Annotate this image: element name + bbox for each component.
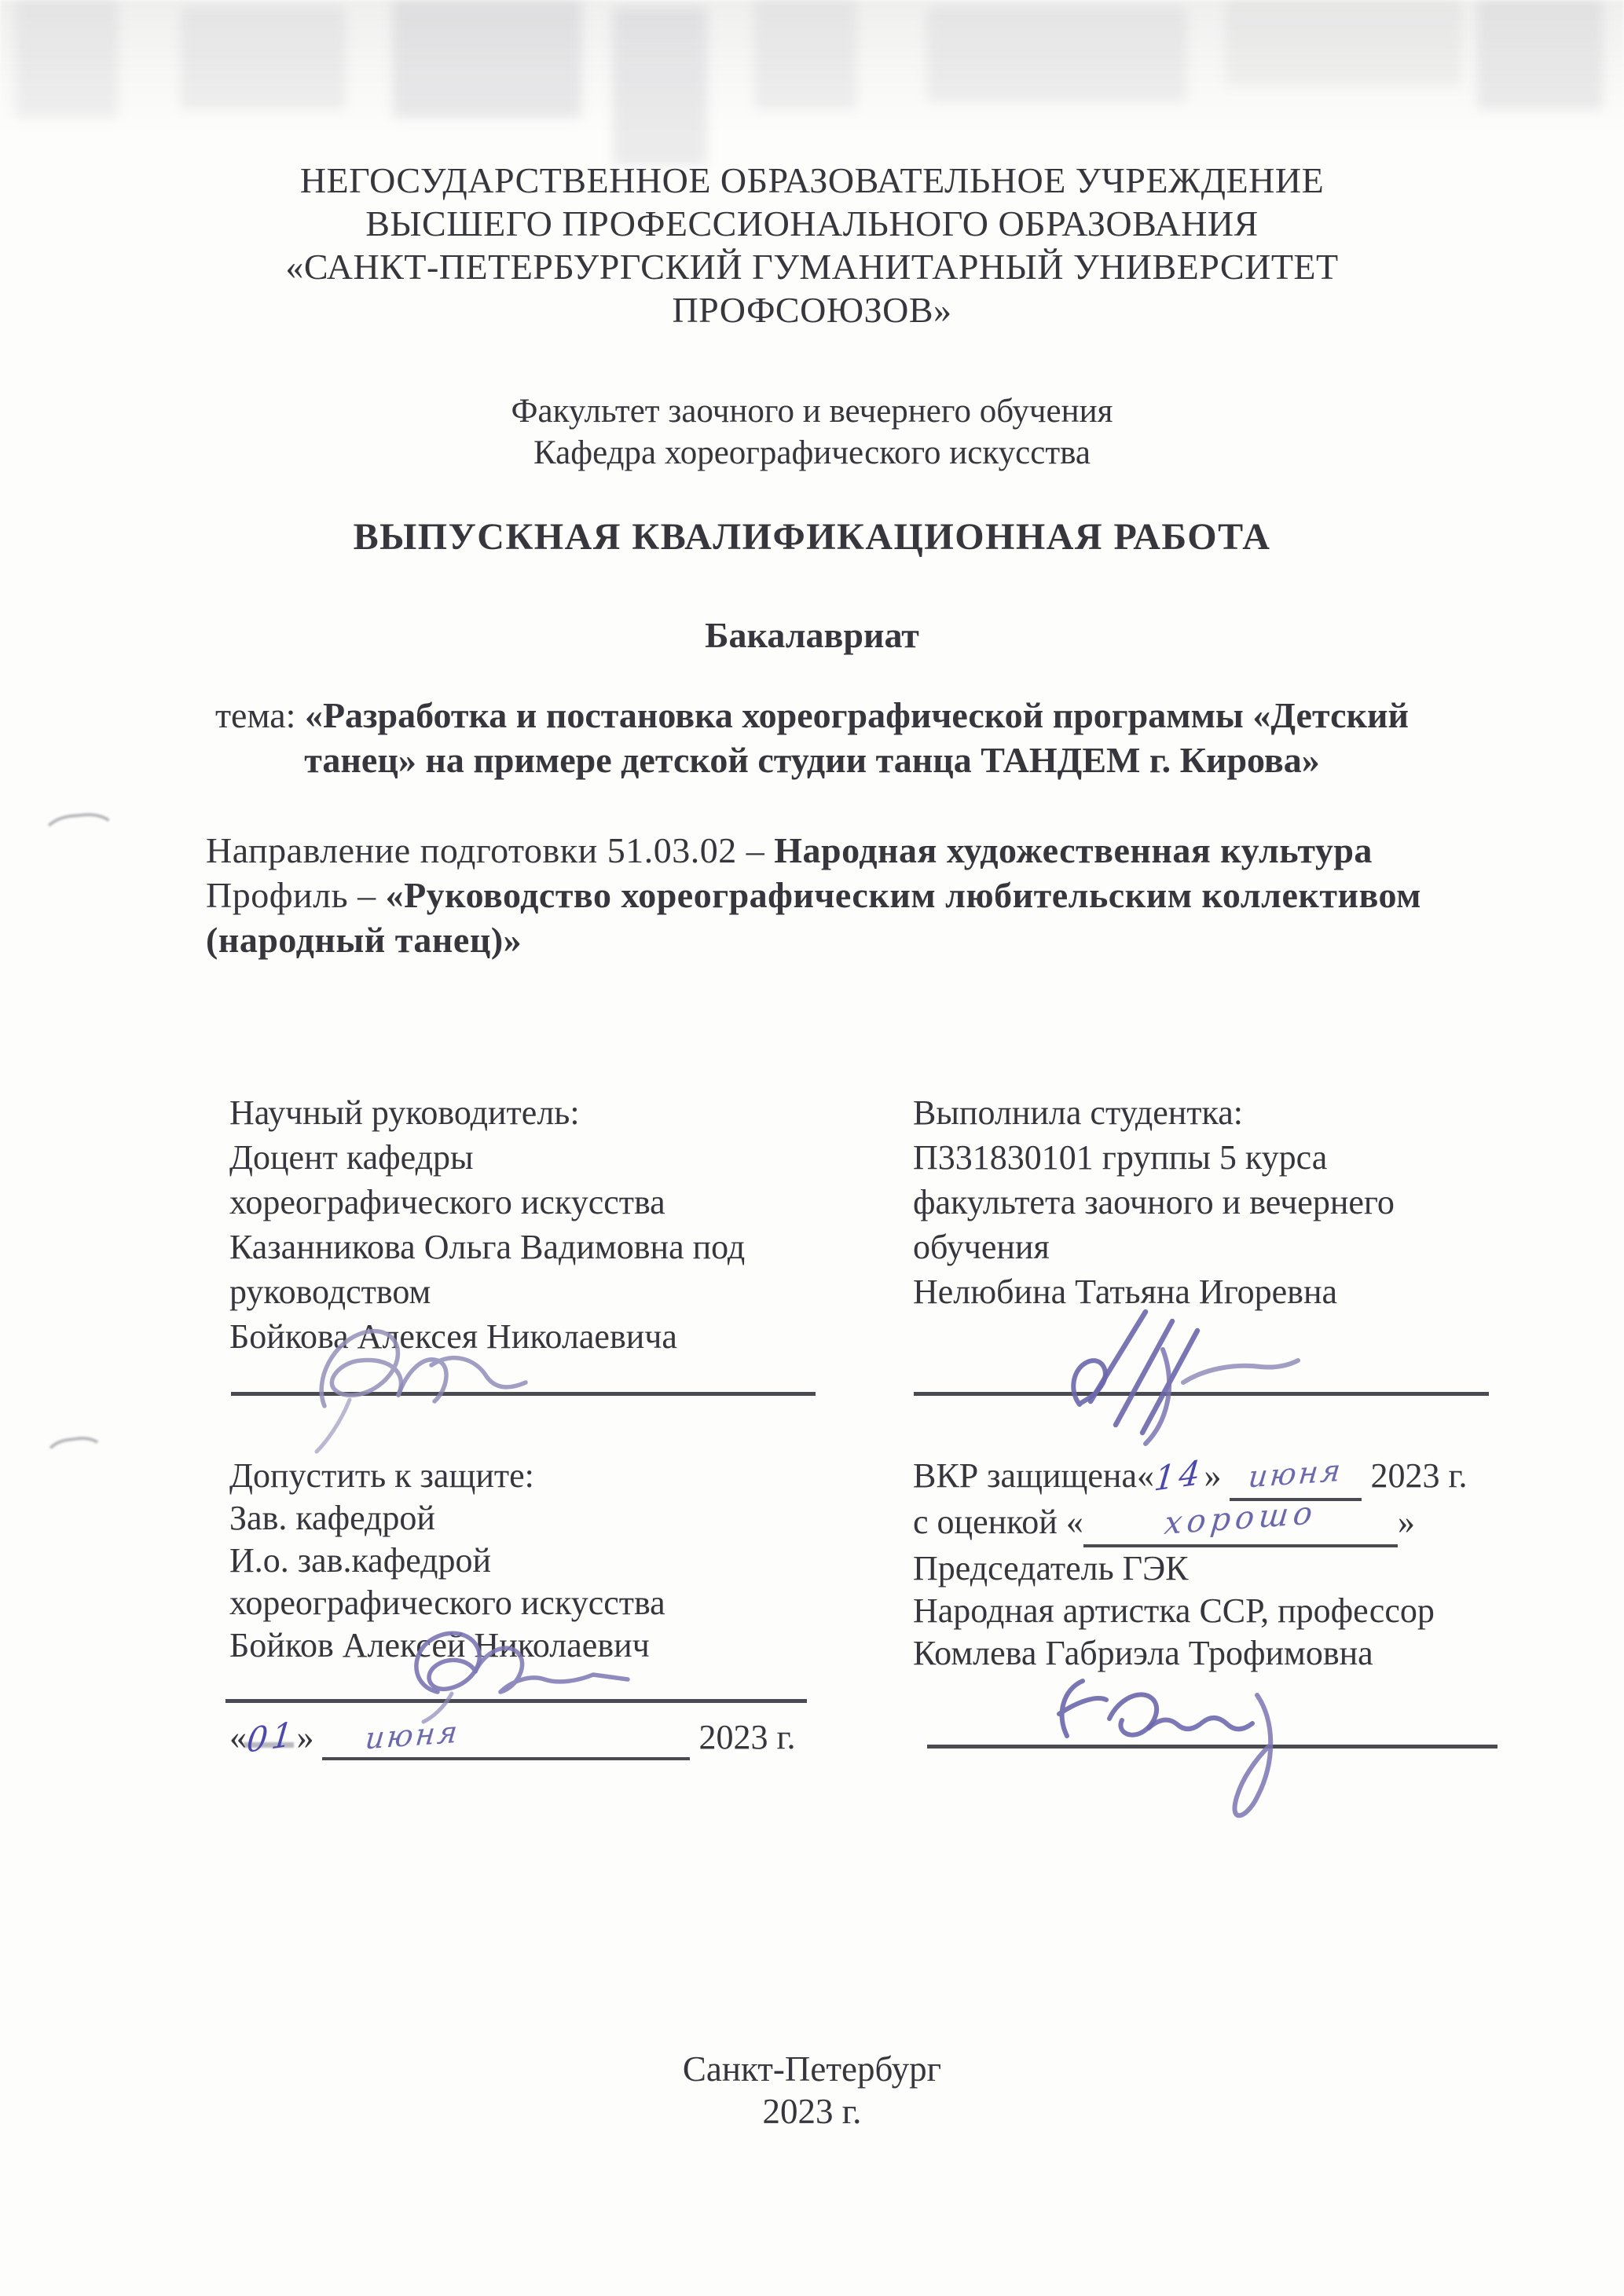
footer-city: Санкт-Петербург: [682, 2049, 942, 2089]
theme-prefix: тема:: [214, 695, 305, 735]
scan-smudge: [16, 0, 118, 118]
student-line: факультета заочного и вечернего: [913, 1183, 1395, 1221]
date-year: 2023 г.: [698, 1718, 796, 1756]
grade-quote-close: »: [1397, 1503, 1415, 1541]
handwritten-month: июня: [1247, 1452, 1345, 1495]
student-line: Выполнила студентка:: [913, 1093, 1243, 1132]
work-type-title: ВЫПУСКНАЯ КВАЛИФИКАЦИОННАЯ РАБОТА: [353, 516, 1271, 558]
scan-smudge: [754, 0, 856, 110]
profile-value: «Руководство хореографическим любительским коллективом: [385, 875, 1421, 915]
direction-profile-block: [206, 828, 1526, 962]
theme-line-2: танец» на примере детской студии танца ТАНДЕМ г. Кирова»: [304, 740, 1320, 780]
university-line: НЕГОСУДАРСТВЕННОЕ ОБРАЗОВАТЕЛЬНОЕ УЧРЕЖДЕНИЕ: [299, 160, 1325, 200]
defense-date-line: [913, 1452, 1573, 1501]
direction-line: [206, 828, 1526, 873]
grade-line: [913, 1494, 1573, 1547]
admission-line: хореографического искусства: [229, 1584, 665, 1622]
admission-line: Бойков Алексей Николаевич: [229, 1626, 650, 1664]
date-quote-close: »: [296, 1718, 314, 1756]
profile-line-2: (народный танец)»: [206, 920, 522, 960]
student-line: обучения: [913, 1228, 1050, 1266]
handwritten-month: июня: [364, 1714, 462, 1756]
scan-smudge: [613, 8, 707, 165]
chairman-signature: [1029, 1642, 1375, 1834]
profile-prefix: Профиль –: [206, 875, 386, 915]
scan-smudge: [927, 8, 1186, 102]
scan-smudge: [181, 8, 346, 110]
theme-text: «Разработка и постановка хореографической программы «Детский: [304, 695, 1410, 735]
admission-signature: [389, 1615, 687, 1725]
university-header: [0, 159, 1624, 331]
supervisor-line: Казанникова Ольга Вадимовна под: [229, 1228, 746, 1266]
student-line: П331830101 группы 5 курса: [913, 1138, 1328, 1177]
profile-line-1: [206, 873, 1526, 917]
defense-prefix: ВКР защищена«: [913, 1456, 1154, 1495]
faculty-line: Факультет заочного и вечернего обучения: [511, 393, 1113, 430]
scan-mark-arc: [39, 811, 122, 864]
student-signature: [1059, 1298, 1318, 1455]
degree-label: Бакалавриат: [705, 615, 919, 655]
scan-smudge: [393, 0, 581, 118]
defense-line: Председатель ГЭК: [913, 1549, 1189, 1587]
grade-prefix: с оценкой «: [913, 1503, 1083, 1541]
defense-year: 2023 г.: [1370, 1456, 1468, 1495]
defense-quote-close: »: [1204, 1456, 1222, 1495]
scan-mark-arc: [42, 1434, 108, 1480]
admission-line: Допустить к защите:: [229, 1456, 534, 1495]
defense-line: Народная артистка ССР, профессор: [913, 1591, 1435, 1630]
supervisor-line: хореографического искусства: [229, 1183, 665, 1221]
student-block: [913, 1090, 1557, 1314]
direction-prefix: Направление подготовки 51.03.02 –: [206, 830, 775, 870]
student-line: Нелюбина Татьяна Игоревна: [913, 1273, 1338, 1311]
direction-value: Народная художественная культура: [774, 830, 1373, 870]
defense-line: Комлева Габриэла Трофимовна: [913, 1634, 1373, 1672]
supervisor-line: руководством: [229, 1273, 431, 1311]
department-line: Кафедра хореографического искусства: [533, 434, 1091, 471]
scan-smudge: [1226, 0, 1461, 86]
grade-underline: [1083, 1494, 1398, 1547]
handwritten-day: 01: [244, 1713, 299, 1761]
scan-smudge: [1477, 0, 1603, 110]
supervisor-line: Научный руководитель:: [229, 1093, 580, 1132]
supervisor-line: Бойкова Алексея Николаевича: [229, 1317, 677, 1356]
supervisor-line: Доцент кафедры: [229, 1138, 474, 1177]
date-quote-open: «: [229, 1718, 247, 1756]
handwritten-grade: хорошо: [1162, 1494, 1319, 1543]
university-line: «САНКТ-ПЕТЕРБУРГСКИЙ ГУМАНИТАРНЫЙ УНИВЕРСИТЕТ: [285, 247, 1339, 287]
handwritten-day: 14: [1152, 1452, 1206, 1500]
supervisor-signature: [302, 1313, 538, 1463]
faculty-block: [0, 390, 1624, 474]
admission-line: И.о. зав.кафедрой: [229, 1541, 492, 1580]
university-line: ПРОФСОЮЗОВ»: [672, 290, 952, 330]
theme-line-1: [0, 694, 1624, 736]
footer-year: 2023 г.: [762, 2092, 862, 2131]
admission-line: Зав. кафедрой: [229, 1499, 435, 1537]
university-line: ВЫСШЕГО ПРОФЕССИОНАЛЬНОГО ОБРАЗОВАНИЯ: [365, 203, 1259, 244]
